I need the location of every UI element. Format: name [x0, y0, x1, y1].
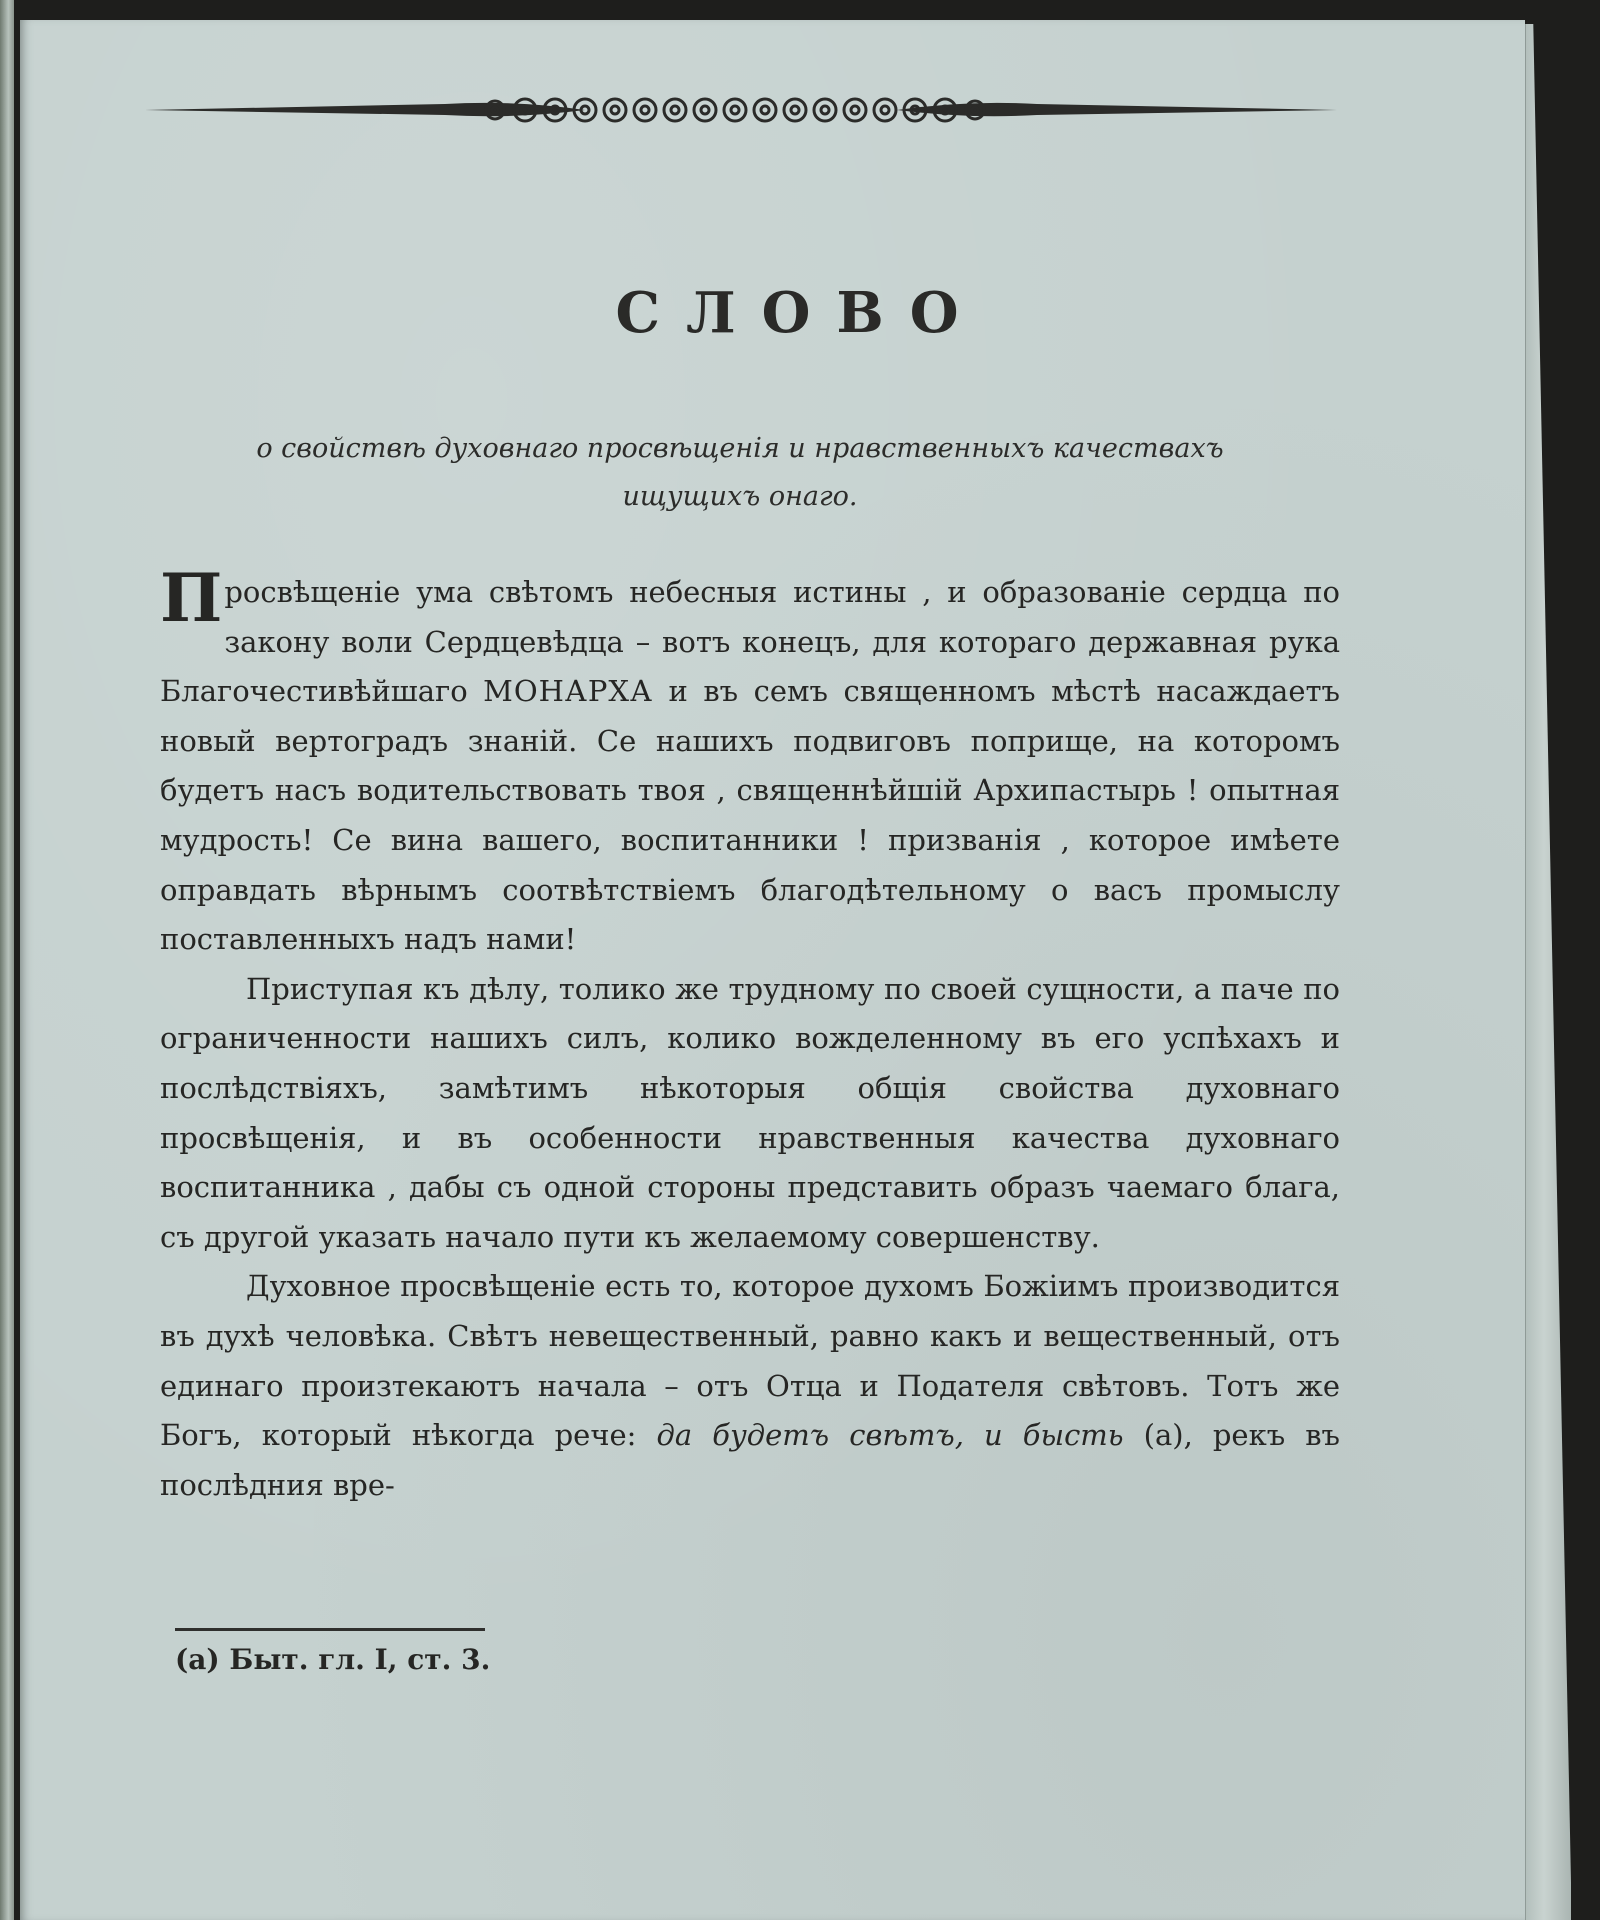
paragraph-1-monarch: МОНАРХА: [483, 674, 654, 709]
body-text: [160, 559, 1341, 1510]
footnote: (а) Быт. гл. I, ст. 3.: [175, 1643, 491, 1676]
page-subtitle: [190, 425, 1290, 521]
paragraph-2: Приступая къ дѣлу, толико же трудному по своей сущности, а паче по ограниченности нашихъ силъ, колико вожделенному въ его успѣхахъ и послѣдствіяхъ, замѣтимъ нѣкоторыя общія свойства духовнаго просвѣщенія, и въ особенности нравственныя качества духовнаго воспитанника , дабы съ одной стороны представить образъ чаемаго блага, съ другой указать начало пути къ желаемому совершенству.: [160, 971, 1340, 1254]
paragraph-3-text-b: (а), рекъ въ послѣдния вре-: [160, 1418, 1341, 1502]
paragraph-1-text-b: и въ семъ священномъ мѣстѣ насаждаетъ новый вертоградъ знаній. Се нашихъ подвиговъ поприще, на которомъ будетъ насъ водительствовать твоя , священнѣйшій Архипастырь ! опытная мудрость! Се вина вашего, воспитанники ! призванія , которое имѣете оправдать вѣрнымъ соотвѣтствіемъ благодѣтельному о васъ промыслу поставленныхъ надъ нами!: [160, 674, 1341, 957]
subtitle-line-2: ищущихъ онаго.: [622, 481, 858, 512]
footnote-rule: [175, 1628, 485, 1631]
paragraph-3: [160, 1262, 1340, 1510]
scripture-quote: да будетъ свѣтъ, и бысть: [656, 1418, 1124, 1453]
paragraph-1: [160, 559, 1341, 965]
page-title: СЛОВО: [615, 280, 985, 346]
ornamental-headpiece: [145, 90, 1337, 130]
paragraph-3-text-a: Духовное просвѣщеніе есть то, которое духомъ Божіимъ производится въ духѣ человѣка. Свѣтъ невещественный, равно какъ и вещественный, отъ единаго произтекаютъ начала – отъ Отца и Подателя свѣтовъ. Тотъ же Богъ, который нѣкогда рече:: [160, 1269, 1340, 1453]
drop-cap: П: [160, 559, 223, 637]
paragraph-1-text-a: росвѣщеніе ума свѣтомъ небесныя истины , и образованіе сердца по закону воли Сердцевѣдца – вотъ конецъ, для котораго державная рука Благочестивѣйшаго: [160, 575, 1340, 709]
subtitle-line-1: о свойствѣ духовнаго просвѣщенія и нравственныхъ качествахъ: [256, 433, 1224, 464]
